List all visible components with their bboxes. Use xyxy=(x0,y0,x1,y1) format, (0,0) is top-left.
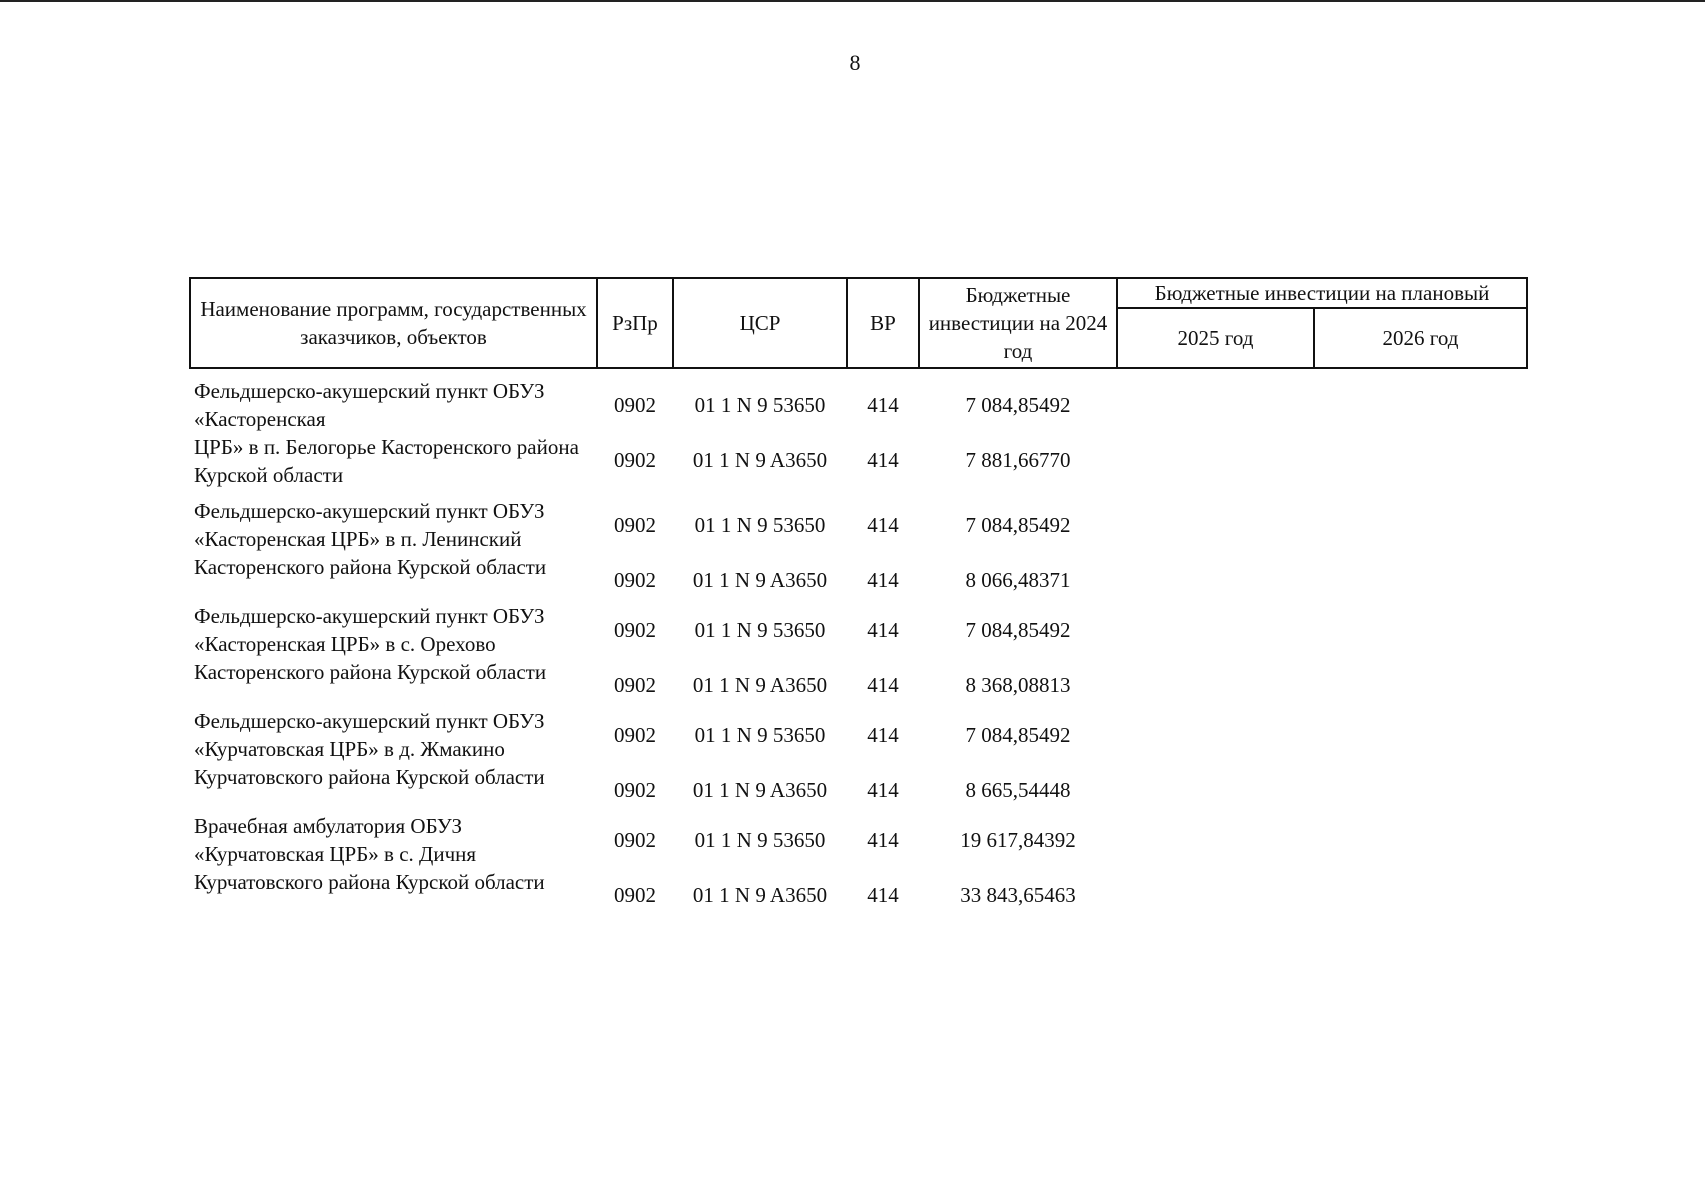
row-rzpr: 0902 xyxy=(614,568,656,592)
row-csr: 01 1 N 9 A3650 xyxy=(692,673,828,697)
row-csr: 01 1 N 9 A3650 xyxy=(692,448,828,472)
row-csr: 01 1 N 9 53650 xyxy=(694,393,826,417)
row-csr: 01 1 N 9 A3650 xyxy=(692,568,828,592)
row-2026 xyxy=(1314,763,1527,804)
row-amount: 8 066,48371 xyxy=(965,568,1071,592)
row-rzpr: 0902 xyxy=(614,513,656,537)
table-row xyxy=(190,594,1527,658)
row-vr: 414 xyxy=(867,778,899,802)
table-header xyxy=(190,278,1527,368)
row-rzpr: 0902 xyxy=(614,723,656,747)
row-2025 xyxy=(1117,804,1314,868)
row-amount: 7 084,85492 xyxy=(965,513,1071,537)
row-vr: 414 xyxy=(867,513,899,537)
table-row xyxy=(190,368,1527,433)
row-2026 xyxy=(1314,658,1527,699)
row-2025 xyxy=(1117,868,1314,909)
row-name: Касторенского района Курской области xyxy=(194,660,547,684)
row-amount: 8 665,54448 xyxy=(965,778,1071,802)
row-2025 xyxy=(1117,553,1314,594)
header-planned-group: Бюджетные инвестиции на плановый xyxy=(1117,278,1527,308)
row-rzpr: 0902 xyxy=(614,618,656,642)
row-name: Фельдшерско-акушерский пункт ОБУЗ «Касторенская ЦРБ» в с. Орехово xyxy=(194,604,545,656)
row-2026 xyxy=(1314,433,1527,489)
row-amount: 7 084,85492 xyxy=(965,618,1071,642)
row-2026 xyxy=(1314,804,1527,868)
table-row xyxy=(190,763,1527,804)
row-amount: 19 617,84392 xyxy=(960,828,1076,852)
row-rzpr: 0902 xyxy=(614,883,656,907)
row-name: Курчатовского района Курской области xyxy=(194,765,545,789)
table-row xyxy=(190,433,1527,489)
table-row xyxy=(190,804,1527,868)
table-body xyxy=(190,368,1527,909)
row-vr: 414 xyxy=(867,618,899,642)
row-rzpr: 0902 xyxy=(614,673,656,697)
row-name: Касторенского района Курской области xyxy=(194,555,547,579)
header-year-2025: 2025 год xyxy=(1117,308,1314,368)
row-csr: 01 1 N 9 A3650 xyxy=(692,778,828,802)
row-2026 xyxy=(1314,594,1527,658)
page-number: 8 xyxy=(849,50,861,75)
row-2026 xyxy=(1314,868,1527,909)
table-row xyxy=(190,658,1527,699)
row-2025 xyxy=(1117,433,1314,489)
row-vr: 414 xyxy=(867,393,899,417)
row-vr: 414 xyxy=(867,723,899,747)
row-amount: 33 843,65463 xyxy=(960,883,1076,907)
row-vr: 414 xyxy=(867,568,899,592)
table-row xyxy=(190,699,1527,763)
header-rzpr: РзПр xyxy=(597,278,673,368)
row-2026 xyxy=(1314,489,1527,553)
row-rzpr: 0902 xyxy=(614,448,656,472)
row-rzpr: 0902 xyxy=(614,393,656,417)
row-2026 xyxy=(1314,699,1527,763)
row-vr: 414 xyxy=(867,673,899,697)
row-rzpr: 0902 xyxy=(614,828,656,852)
row-amount: 7 084,85492 xyxy=(965,393,1071,417)
row-vr: 414 xyxy=(867,448,899,472)
row-2025 xyxy=(1117,763,1314,804)
row-amount: 8 368,08813 xyxy=(965,673,1071,697)
row-2026 xyxy=(1314,553,1527,594)
header-csr: ЦСР xyxy=(673,278,847,368)
row-amount: 7 084,85492 xyxy=(965,723,1071,747)
table-row xyxy=(190,868,1527,909)
row-2025 xyxy=(1117,368,1314,433)
row-amount: 7 881,66770 xyxy=(965,448,1071,472)
row-csr: 01 1 N 9 53650 xyxy=(694,828,826,852)
budget-investments-table xyxy=(189,277,1528,909)
row-name: Курчатовского района Курской области xyxy=(194,870,545,894)
row-name: Фельдшерско-акушерский пункт ОБУЗ «Касторенская ЦРБ» в п. Ленинский xyxy=(194,499,545,551)
row-name: Фельдшерско-акушерский пункт ОБУЗ «Курчатовская ЦРБ» в д. Жмакино xyxy=(194,709,545,761)
header-name: Наименование программ, государственных заказчиков, объектов xyxy=(190,278,597,368)
row-csr: 01 1 N 9 A3650 xyxy=(692,883,828,907)
row-name: Врачебная амбулатория ОБУЗ «Курчатовская ЦРБ» в с. Дичня xyxy=(194,814,477,866)
page-top-border xyxy=(0,0,1705,2)
header-vr: ВР xyxy=(847,278,919,368)
row-2025 xyxy=(1117,699,1314,763)
table-row xyxy=(190,553,1527,594)
row-csr: 01 1 N 9 53650 xyxy=(694,723,826,747)
row-name: Фельдшерско-акушерский пункт ОБУЗ «Касторенская xyxy=(194,379,545,431)
row-2025 xyxy=(1117,658,1314,699)
header-investments-2024: Бюджетные инвестиции на 2024 год xyxy=(919,278,1117,368)
row-2026 xyxy=(1314,368,1527,433)
row-name: ЦРБ» в п. Белогорье Касторенского района Курской области xyxy=(194,435,579,487)
row-vr: 414 xyxy=(867,828,899,852)
row-2025 xyxy=(1117,489,1314,553)
table-row xyxy=(190,489,1527,553)
row-2025 xyxy=(1117,594,1314,658)
row-vr: 414 xyxy=(867,883,899,907)
row-csr: 01 1 N 9 53650 xyxy=(694,618,826,642)
row-csr: 01 1 N 9 53650 xyxy=(694,513,826,537)
header-year-2026: 2026 год xyxy=(1314,308,1527,368)
row-rzpr: 0902 xyxy=(614,778,656,802)
